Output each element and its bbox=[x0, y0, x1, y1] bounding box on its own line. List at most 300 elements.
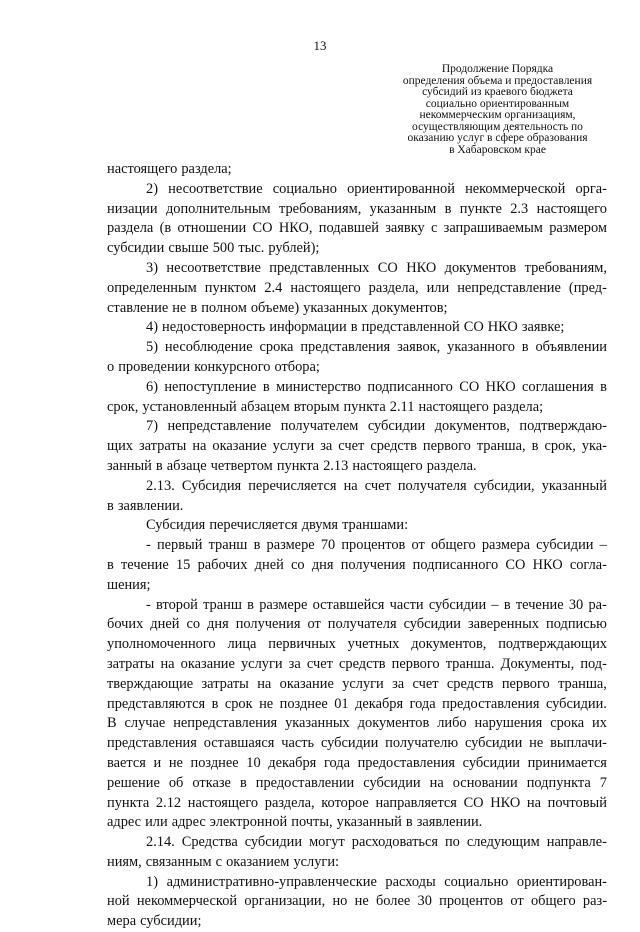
word: 30 bbox=[417, 893, 432, 910]
word: 6) bbox=[146, 378, 158, 395]
word: но bbox=[332, 893, 348, 910]
text-line bbox=[107, 655, 607, 675]
word: Документы, bbox=[500, 655, 575, 672]
word: несоответствие bbox=[168, 180, 263, 197]
word: часть bbox=[281, 735, 315, 752]
text-line bbox=[107, 437, 607, 457]
text-line bbox=[107, 536, 607, 556]
word: полном bbox=[201, 299, 247, 316]
word: основании bbox=[452, 774, 518, 791]
word: в bbox=[190, 299, 198, 316]
word: непредставления bbox=[173, 715, 278, 732]
text-line bbox=[107, 180, 607, 200]
word: которое bbox=[321, 794, 369, 811]
word: транша, bbox=[476, 438, 526, 455]
word: занный bbox=[107, 457, 152, 474]
word: 2.12 bbox=[155, 794, 182, 811]
word: 5) bbox=[146, 339, 158, 356]
header-note-line: некоммерческим организациям, bbox=[419, 109, 576, 121]
word: настоящего bbox=[290, 279, 361, 296]
word: в bbox=[521, 339, 529, 356]
word: лица bbox=[227, 636, 257, 653]
word: оказание bbox=[212, 438, 267, 455]
word: получения bbox=[340, 556, 406, 573]
word: размере bbox=[259, 596, 308, 613]
word: настоящего bbox=[107, 161, 178, 177]
word: ориентирован- bbox=[516, 873, 607, 890]
word: услуги bbox=[272, 438, 315, 455]
word: настоящего bbox=[352, 457, 423, 474]
word: процентов bbox=[341, 537, 406, 554]
word: 15 bbox=[175, 556, 191, 573]
text-line bbox=[107, 378, 607, 398]
word: первый bbox=[156, 537, 203, 554]
word: административно-управленческие bbox=[166, 873, 377, 890]
word: подписанного bbox=[412, 556, 499, 573]
text-line bbox=[107, 714, 607, 734]
word: на bbox=[429, 774, 444, 791]
word: срок bbox=[224, 695, 253, 712]
word: дня bbox=[311, 556, 334, 573]
word: первичных bbox=[268, 636, 336, 653]
word: некоммерческой bbox=[136, 893, 238, 910]
word: пункта bbox=[343, 398, 386, 415]
word: на bbox=[257, 675, 272, 692]
word: требованиям, bbox=[279, 200, 362, 217]
word: (пред- bbox=[568, 279, 607, 296]
word: на bbox=[526, 794, 542, 811]
word: ука- bbox=[581, 438, 607, 455]
text-line bbox=[107, 833, 607, 853]
word: в bbox=[405, 814, 413, 831]
word: дня bbox=[207, 616, 229, 633]
word: со bbox=[186, 616, 201, 633]
word: проведении bbox=[118, 358, 191, 375]
page-number: 13 bbox=[313, 38, 327, 53]
word: 2.3 bbox=[510, 200, 529, 217]
word: раздела bbox=[107, 220, 154, 237]
word: позднее bbox=[279, 695, 328, 712]
word: получателю bbox=[385, 735, 459, 752]
word: 7) bbox=[146, 418, 158, 435]
word: представленных bbox=[269, 259, 370, 276]
word: 2.4 bbox=[264, 279, 283, 296]
word: заявке; bbox=[521, 319, 565, 336]
word: не bbox=[529, 735, 544, 752]
text-line bbox=[107, 516, 607, 536]
word: свыше bbox=[168, 240, 209, 257]
word: документов; bbox=[371, 299, 448, 316]
word: оставшейся bbox=[312, 596, 385, 613]
word: четвертом bbox=[210, 457, 273, 474]
word: Субсидия bbox=[146, 517, 206, 534]
word: о bbox=[107, 358, 115, 375]
word: счет bbox=[412, 675, 439, 692]
word: представляются bbox=[107, 695, 206, 712]
word: транша, bbox=[558, 675, 607, 692]
text-line bbox=[107, 259, 607, 279]
word: адрес bbox=[171, 814, 206, 831]
word: об bbox=[168, 774, 184, 791]
word: адрес bbox=[107, 814, 142, 831]
word: дней bbox=[150, 616, 180, 633]
word: за bbox=[320, 438, 333, 455]
word: первого bbox=[501, 675, 550, 692]
word: перечисляется bbox=[248, 477, 337, 494]
word: счет bbox=[364, 477, 391, 494]
text-line bbox=[107, 160, 607, 180]
word: Субсидия bbox=[181, 477, 242, 494]
word: некоммерческой bbox=[465, 180, 566, 197]
word: организации, bbox=[244, 893, 326, 910]
word: соглашения bbox=[521, 378, 594, 395]
word: транш bbox=[203, 596, 242, 613]
word: части bbox=[389, 596, 424, 613]
text-line bbox=[107, 615, 607, 635]
word: СО bbox=[377, 259, 398, 276]
word: представления bbox=[107, 735, 197, 752]
word: за bbox=[392, 675, 405, 692]
word: согла- bbox=[569, 556, 607, 573]
word: ниям, bbox=[107, 853, 142, 870]
word: почтовый bbox=[547, 794, 607, 811]
word: СО bbox=[505, 556, 526, 573]
word: 01 bbox=[334, 695, 349, 712]
word: на bbox=[343, 477, 358, 494]
word: 30 bbox=[568, 596, 584, 613]
word: настоящего bbox=[536, 200, 607, 217]
word: средств bbox=[370, 438, 417, 455]
word: не bbox=[354, 893, 369, 910]
word: на bbox=[192, 438, 207, 455]
header-note bbox=[380, 64, 615, 156]
word: решение bbox=[107, 774, 160, 791]
word: срока bbox=[259, 339, 294, 356]
word: документов, bbox=[434, 418, 510, 435]
word: вается bbox=[107, 754, 146, 771]
word: документов bbox=[357, 715, 430, 732]
header-note-line: оказанию услуг в сфере образования bbox=[407, 132, 588, 144]
word: получателя bbox=[397, 477, 467, 494]
word: позднее bbox=[190, 754, 239, 771]
text-line bbox=[107, 398, 607, 418]
word: 2.13 bbox=[323, 457, 349, 474]
word: документов bbox=[444, 259, 517, 276]
word: представления bbox=[300, 339, 391, 356]
word: направле- bbox=[546, 834, 607, 851]
text-line bbox=[107, 239, 607, 259]
word: 2.13. bbox=[146, 477, 175, 494]
word: В bbox=[107, 715, 117, 732]
text-line bbox=[107, 556, 607, 576]
word: выплачи- bbox=[550, 735, 607, 752]
word: второй bbox=[156, 596, 198, 613]
word: 2.11 bbox=[389, 398, 415, 415]
word: в bbox=[444, 200, 452, 217]
word: отказе bbox=[192, 774, 231, 791]
word: оказание bbox=[279, 675, 334, 692]
word: определенным bbox=[107, 279, 197, 296]
header-note-line: определения объема и предоставления bbox=[402, 74, 593, 87]
word: – bbox=[491, 596, 499, 613]
text-line bbox=[107, 477, 607, 497]
word: министерство bbox=[275, 378, 362, 395]
word: средств bbox=[446, 675, 494, 692]
word: субсидии; bbox=[140, 913, 202, 930]
word: срок, bbox=[107, 398, 139, 415]
text-line bbox=[107, 892, 607, 912]
word: СО bbox=[463, 794, 484, 811]
word: могут bbox=[309, 834, 345, 851]
word: заверенных bbox=[467, 616, 539, 633]
word: размере bbox=[266, 537, 315, 554]
word: затраты bbox=[107, 655, 155, 672]
header-note-line: социально ориентированным bbox=[425, 97, 570, 110]
word: оказанием bbox=[226, 853, 290, 870]
word: непоступление bbox=[164, 378, 257, 395]
text-line bbox=[107, 774, 607, 794]
word: субсидии bbox=[464, 735, 523, 752]
word: процентов bbox=[439, 893, 504, 910]
word: затраты bbox=[138, 438, 187, 455]
word: тверждающие bbox=[107, 675, 194, 692]
word: в bbox=[239, 774, 247, 791]
word: раздела, bbox=[368, 279, 419, 296]
word: – bbox=[599, 537, 607, 554]
text-line bbox=[107, 497, 607, 517]
word: вторым bbox=[293, 398, 340, 415]
word: заявлении. bbox=[117, 497, 184, 514]
word: расходоваться bbox=[351, 834, 438, 851]
word: в bbox=[600, 378, 607, 395]
word: пунктом bbox=[204, 279, 257, 296]
word: СО bbox=[459, 378, 480, 395]
word: НКО bbox=[532, 556, 563, 573]
word: НКО bbox=[406, 259, 437, 276]
word: на bbox=[160, 655, 175, 672]
word: СО bbox=[252, 220, 273, 237]
word: НКО bbox=[487, 319, 518, 336]
word: общего bbox=[430, 537, 476, 554]
word: транш bbox=[208, 537, 248, 554]
word: подавшей bbox=[318, 220, 379, 237]
word: или bbox=[145, 814, 168, 831]
word: субсидии bbox=[428, 596, 487, 613]
word: от bbox=[307, 616, 321, 633]
word: тыс. bbox=[238, 240, 265, 257]
word: низации bbox=[107, 200, 158, 217]
word: не bbox=[168, 754, 183, 771]
word: конкурсного bbox=[194, 358, 271, 375]
word: ориентированной bbox=[347, 180, 455, 197]
word: заявок, bbox=[397, 339, 441, 356]
word: требованиям, bbox=[524, 259, 607, 276]
word: транша. bbox=[445, 655, 495, 672]
text-line bbox=[107, 853, 607, 873]
word: дополнительным bbox=[165, 200, 271, 217]
word: в bbox=[155, 457, 163, 474]
word: субсидии bbox=[367, 418, 426, 435]
word: подписанного bbox=[367, 378, 453, 395]
word: услуги bbox=[240, 655, 283, 672]
word: предоставлении bbox=[255, 774, 355, 791]
word: в bbox=[253, 537, 261, 554]
word: в bbox=[211, 695, 219, 712]
word: пункта bbox=[107, 794, 150, 811]
word: бочих bbox=[107, 616, 144, 633]
text-line bbox=[107, 873, 607, 893]
word: электронной bbox=[209, 814, 288, 831]
word: указанный bbox=[541, 477, 607, 494]
word: оказание bbox=[180, 655, 235, 672]
word: в bbox=[531, 438, 539, 455]
word: указанных bbox=[303, 299, 368, 316]
word: указанных bbox=[285, 715, 350, 732]
word: первого bbox=[422, 438, 471, 455]
word: пункте bbox=[459, 200, 502, 217]
word: пункта bbox=[276, 457, 320, 474]
word: в bbox=[350, 319, 358, 336]
word: установленный bbox=[142, 398, 237, 415]
word: срока bbox=[550, 715, 585, 732]
word: их bbox=[592, 715, 607, 732]
word: документов, bbox=[411, 636, 487, 653]
word: социально bbox=[272, 180, 337, 197]
word: подтверждающих bbox=[498, 636, 607, 653]
text-line bbox=[107, 279, 607, 299]
word: в bbox=[262, 378, 270, 395]
word: заявку bbox=[385, 220, 425, 237]
word: или bbox=[426, 279, 450, 296]
word: не bbox=[172, 299, 187, 316]
word: объявлении bbox=[535, 339, 607, 356]
word: подписью bbox=[546, 616, 607, 633]
word: непредставление bbox=[167, 418, 272, 435]
word: более bbox=[375, 893, 411, 910]
word: рабочих bbox=[197, 556, 248, 573]
word: декабря bbox=[268, 754, 317, 771]
text-line bbox=[107, 596, 607, 616]
text-line bbox=[107, 219, 607, 239]
word: непредставление bbox=[457, 279, 561, 296]
word: раз- bbox=[582, 893, 607, 910]
word: подтверждаю- bbox=[519, 418, 607, 435]
word: запрашиваемым bbox=[443, 220, 543, 237]
word: перечисляется bbox=[209, 517, 298, 534]
word: средств bbox=[338, 655, 386, 672]
word: по bbox=[444, 834, 460, 851]
word: шения; bbox=[107, 576, 151, 593]
word: услуги bbox=[342, 675, 384, 692]
word: орга- bbox=[575, 180, 607, 197]
word: раздела, bbox=[264, 794, 315, 811]
word: срок, bbox=[544, 438, 576, 455]
word: принимается bbox=[527, 754, 607, 771]
word: заявлении. bbox=[416, 814, 483, 831]
word: отбора; bbox=[274, 358, 320, 375]
body-text bbox=[107, 160, 607, 932]
text-line bbox=[107, 912, 607, 932]
word: несоблюдение bbox=[164, 339, 253, 356]
word: мера bbox=[107, 913, 137, 930]
word: 4) bbox=[146, 319, 158, 336]
header-note-line: в Хабаровском крае bbox=[449, 143, 546, 156]
word: размера bbox=[481, 537, 530, 554]
word: указанный bbox=[336, 814, 402, 831]
word: 1) bbox=[146, 873, 158, 890]
word: - bbox=[146, 537, 151, 554]
text-line bbox=[107, 417, 607, 437]
word: дней bbox=[254, 556, 284, 573]
word: со bbox=[291, 556, 305, 573]
word: направляется bbox=[375, 794, 457, 811]
word: расходы bbox=[385, 873, 436, 890]
word: с bbox=[215, 853, 223, 870]
word: несоответствие bbox=[166, 259, 261, 276]
text-line bbox=[107, 754, 607, 774]
word: 2) bbox=[146, 180, 158, 197]
word: субсидии. bbox=[545, 695, 607, 712]
word: общего bbox=[530, 893, 576, 910]
word: отношении bbox=[177, 220, 247, 237]
word: 7 bbox=[599, 774, 607, 791]
word: субсидии bbox=[462, 754, 520, 771]
word: субсидии bbox=[363, 774, 421, 791]
word: получателя bbox=[327, 616, 397, 633]
text-line bbox=[107, 734, 607, 754]
word: либо bbox=[437, 715, 467, 732]
word: раздела; bbox=[181, 161, 232, 177]
word: НКО, bbox=[278, 220, 313, 237]
text-line bbox=[107, 338, 607, 358]
word: двумя bbox=[301, 517, 339, 534]
word: 10 bbox=[246, 754, 261, 771]
word: и bbox=[153, 754, 162, 771]
word: связанным bbox=[145, 853, 212, 870]
word: счет bbox=[338, 438, 365, 455]
word: за bbox=[288, 655, 301, 672]
word: 2.14. bbox=[146, 834, 175, 851]
word: абзаце bbox=[166, 457, 207, 474]
word: под- bbox=[580, 655, 607, 672]
word: объеме) bbox=[250, 299, 300, 316]
word: затраты bbox=[201, 675, 249, 692]
word: уполномоченного bbox=[107, 636, 216, 653]
word: года bbox=[323, 754, 350, 771]
word: подпункта bbox=[526, 774, 591, 791]
word: в bbox=[107, 497, 114, 514]
word: субсидии bbox=[107, 240, 165, 257]
word: раздела; bbox=[492, 398, 544, 415]
word: течение bbox=[515, 596, 564, 613]
text-line bbox=[107, 318, 607, 338]
word: абзацем bbox=[240, 398, 290, 415]
text-line bbox=[107, 200, 607, 220]
word: субсидии bbox=[320, 735, 379, 752]
word: социально bbox=[444, 873, 509, 890]
word: траншами: bbox=[342, 517, 409, 534]
word: настоящего bbox=[187, 794, 259, 811]
word: в bbox=[503, 596, 511, 613]
word: субсидии bbox=[536, 537, 594, 554]
word: СО bbox=[463, 319, 484, 336]
word: рублей); bbox=[268, 240, 320, 257]
text-line bbox=[107, 813, 607, 833]
word: предоставления bbox=[357, 754, 456, 771]
word: настоящего bbox=[418, 398, 489, 415]
word: получения bbox=[235, 616, 301, 633]
text-line bbox=[107, 695, 607, 715]
